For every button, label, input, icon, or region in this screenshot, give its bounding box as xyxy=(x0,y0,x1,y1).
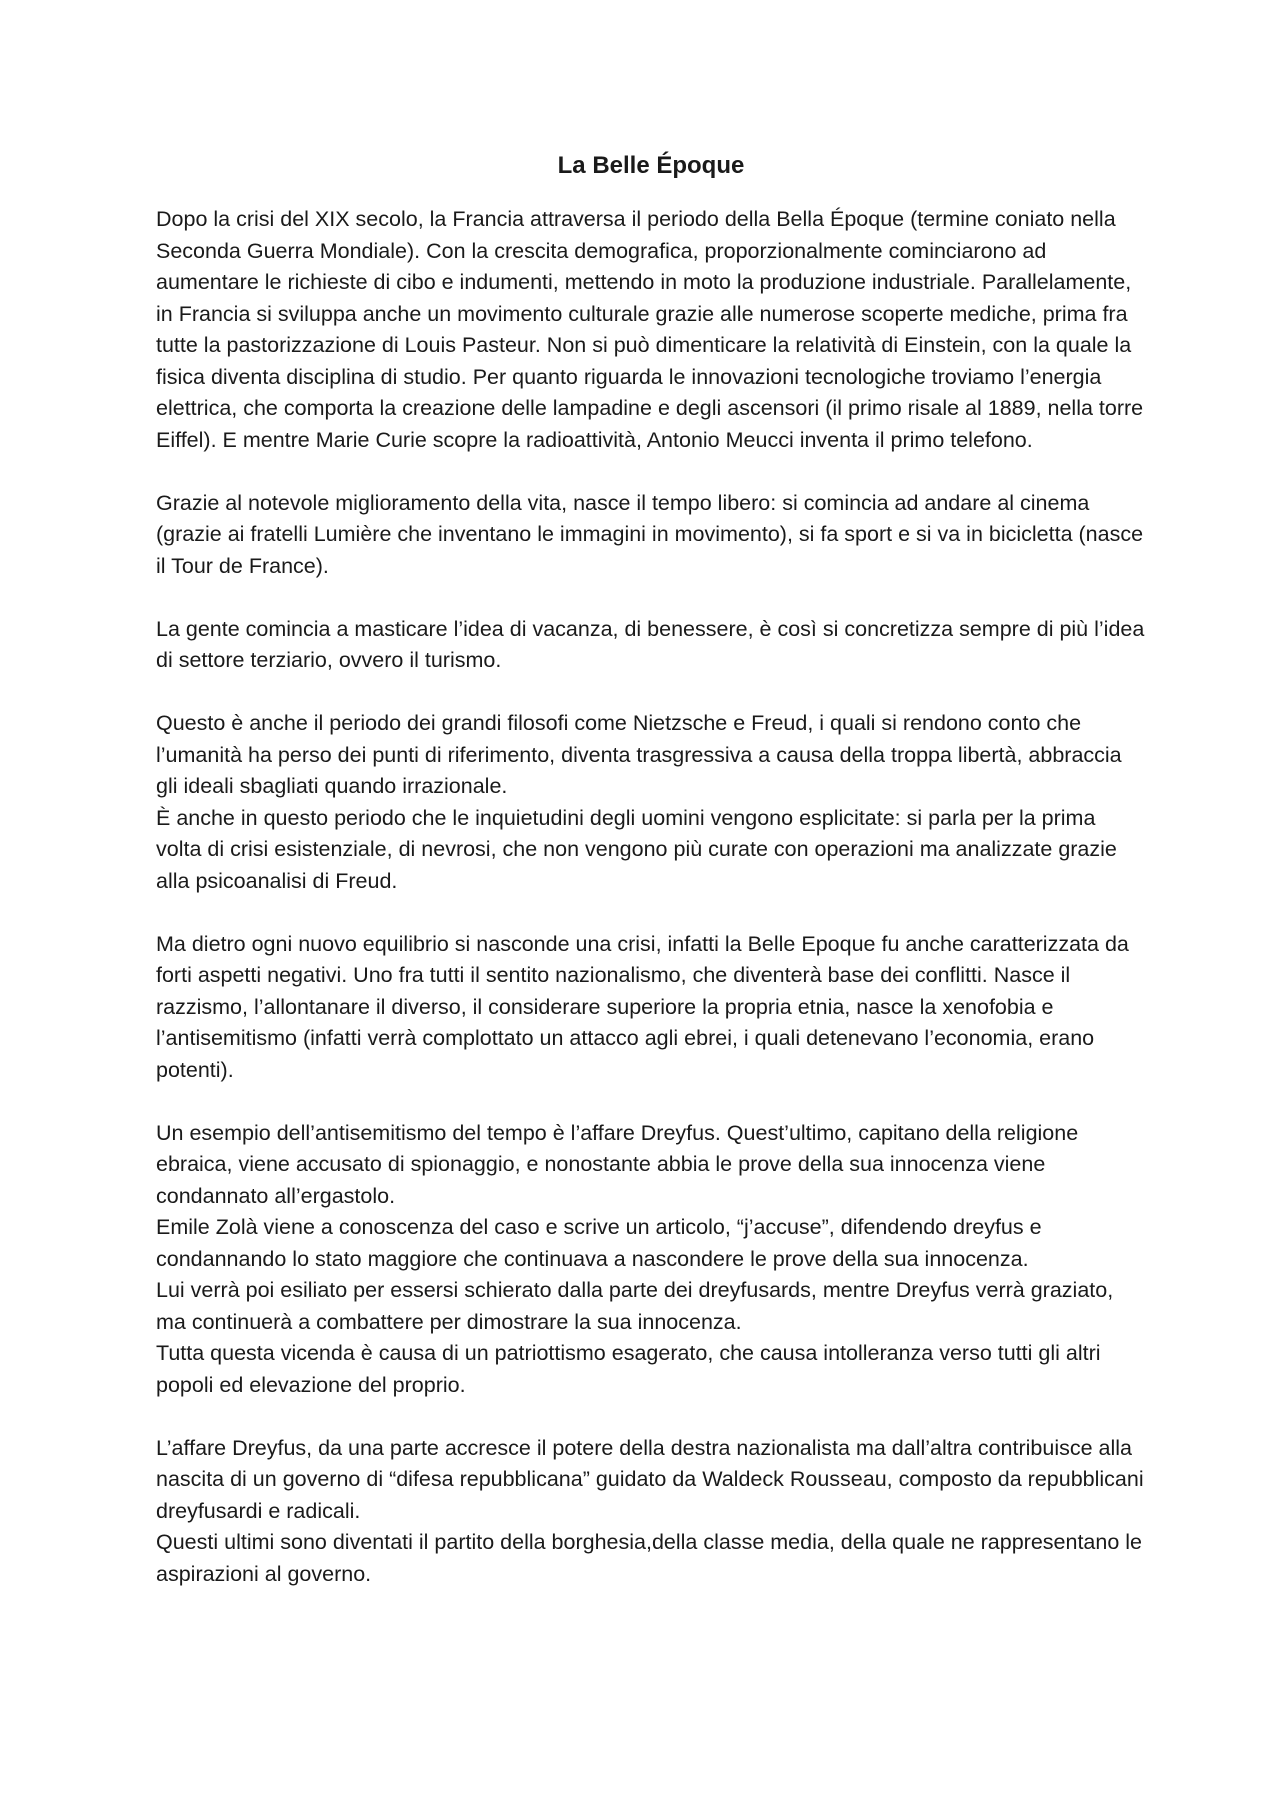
paragraph-existential-crisis: È anche in questo periodo che le inquietudini degli uomini vengono esplicitate: si parla per la prima volta di crisi esistenziale, di nevrosi, che non vengono più curate con operazioni ma analizzate grazie alla psicoanalisi di Freud. xyxy=(156,805,1117,893)
document-title: La Belle Époque xyxy=(557,152,745,179)
paragraph-patriotism: Tutta questa vicenda è causa di un patriottismo esagerato, che causa intolleranza verso tutti gli altri popoli ed elevazione del proprio. xyxy=(156,1341,1101,1397)
paragraph-dreyfus-affair: Un esempio dell’antisemitismo del tempo è l’affare Dreyfus. Quest’ultimo, capitano della religione ebraica, viene accusato di spionaggio, e nonostante abbia le prove della sua innocenza viene condannato all’ergastolo. xyxy=(156,1120,1079,1208)
paragraph-exile: Lui verrà poi esiliato per essersi schierato dalla parte dei dreyfusards, mentre Dreyfus verrà graziato, ma continuerà a combattere per dimostrare la sua innocenza. xyxy=(156,1278,1114,1334)
paragraph-zola: Emile Zolà viene a conoscenza del caso e scrive un articolo, “j’accuse”, difendendo dreyfus e condannando lo stato maggiore che continuava a nascondere le prove della sua innocenza. xyxy=(156,1215,1042,1271)
paragraph-tourism: La gente comincia a masticare l’idea di vacanza, di benessere, è così si concretizza sempre di più l’idea di settore terziario, ovvero il turismo. xyxy=(156,616,1145,672)
document-page xyxy=(156,150,1146,1590)
paragraph-belle-epoque-intro: Dopo la crisi del XIX secolo, la Francia attraversa il periodo della Bella Époque (termine coniato nella Seconda Guerra Mondiale). Con la crescita demografica, proporzionalmente cominciarono ad aumentare le richieste di cibo e indumenti, mettendo in moto la produzione industriale. Parallelamente, in Francia si sviluppa anche un movimento culturale grazie alle numerose scoperte mediche, prima fra tutte la pastorizzazione di Louis Pasteur. Non si può dimenticare la relatività di Einstein, con la quale la fisica diventa disciplina di studio. Per quanto riguarda le innovazioni tecnologiche troviamo l’energia elettrica, che comporta la creazione delle lampadine e degli ascensori (il primo risale al 1889, nella torre Eiffel). E mentre Marie Curie scopre la radioattività, Antonio Meucci inventa il primo telefono. xyxy=(156,207,1144,452)
paragraph-republican-defense: L’affare Dreyfus, da una parte accresce il potere della destra nazionalista ma dall’altra contribuisce alla nascita di un governo di “difesa repubblicana” guidato da Waldeck Rousseau, composto da repubblicani dreyfusardi e radicali. xyxy=(156,1435,1144,1523)
paragraph-philosophers: Questo è anche il periodo dei grandi filosofi come Nietzsche e Freud, i quali si rendono conto che l’umanità ha perso dei punti di riferimento, diventa trasgressiva a causa della troppa libertà, abbraccia gli ideali sbagliati quando irrazionale. xyxy=(156,711,1122,798)
paragraph-nationalism: Ma dietro ogni nuovo equilibrio si nasconde una crisi, infatti la Belle Epoque fu anche caratterizzata da forti aspetti negativi. Uno fra tutti il sentito nazionalismo, che diventerà base dei conflitti. Nasce il razzismo, l’allontanare il diverso, il considerare superiore la propria etnia, nasce la xenofobia e l’antisemitismo (infatti verrà complottato un attacco agli ebrei, i quali detenevano l’economia, erano potenti). xyxy=(156,931,1129,1082)
paragraph-free-time: Grazie al notevole miglioramento della vita, nasce il tempo libero: si comincia ad andare al cinema (grazie ai fratelli Lumière che inventano le immagini in movimento), si fa sport e si va in bicicletta (nasce il Tour de France). xyxy=(156,490,1144,578)
paragraph-bourgeoisie: Questi ultimi sono diventati il partito della borghesia,della classe media, della quale ne rappresentano le aspirazioni al governo. xyxy=(156,1530,1143,1586)
